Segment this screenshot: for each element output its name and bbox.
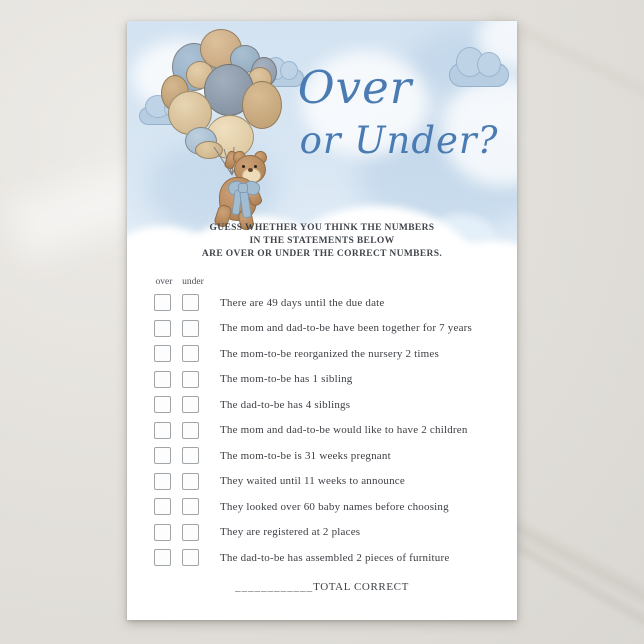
total-correct-blank[interactable]: ____________ (235, 581, 314, 593)
column-header-under: under (182, 277, 204, 287)
statement-row (127, 290, 517, 316)
bear-eye (254, 165, 257, 168)
under-checkbox[interactable] (182, 294, 199, 311)
over-checkbox[interactable] (154, 498, 171, 515)
over-checkbox[interactable] (154, 549, 171, 566)
statement-row (127, 545, 517, 571)
total-correct-footer (127, 581, 517, 593)
over-checkbox[interactable] (154, 371, 171, 388)
under-checkbox[interactable] (182, 447, 199, 464)
statement-text: The dad-to-be has assembled 2 pieces of furniture (220, 551, 450, 564)
statement-row (127, 316, 517, 342)
under-checkbox[interactable] (182, 422, 199, 439)
statement-text: The mom-to-be has 1 sibling (220, 373, 353, 386)
under-checkbox[interactable] (182, 371, 199, 388)
statement-text: They are registered at 2 places (220, 526, 361, 539)
statement-row (127, 443, 517, 469)
teddy-bear-balloons-illustration (147, 26, 322, 251)
instructions-line-1: GUESS WHETHER YOU THINK THE NUMBERS (209, 223, 435, 233)
instructions (127, 222, 517, 261)
under-checkbox[interactable] (182, 473, 199, 490)
under-checkbox[interactable] (182, 498, 199, 515)
statement-row (127, 494, 517, 520)
statement-row (127, 341, 517, 367)
over-checkbox[interactable] (154, 294, 171, 311)
under-checkbox[interactable] (182, 320, 199, 337)
over-checkbox[interactable] (154, 473, 171, 490)
under-checkbox[interactable] (182, 524, 199, 541)
bear-eye (242, 165, 245, 168)
game-card (127, 21, 517, 620)
statement-list (127, 290, 517, 571)
statement-row (127, 469, 517, 495)
statement-row (127, 520, 517, 546)
over-checkbox[interactable] (154, 320, 171, 337)
statement-text: The mom-to-be reorganized the nursery 2 times (220, 347, 439, 360)
under-checkbox[interactable] (182, 549, 199, 566)
statement-row (127, 392, 517, 418)
over-checkbox[interactable] (154, 345, 171, 362)
bear-nose (248, 168, 253, 172)
instructions-line-3: ARE OVER OR UNDER THE CORRECT NUMBERS. (201, 249, 443, 259)
title-line-2: or Under? (299, 119, 499, 162)
statement-text: The mom-to-be is 31 weeks pregnant (220, 449, 391, 462)
statement-text: The dad-to-be has 4 siblings (220, 398, 351, 411)
bow-knot (238, 183, 248, 193)
statement-text: The mom and dad-to-be have been together for 7 years (220, 322, 472, 335)
statement-row (127, 367, 517, 393)
over-checkbox[interactable] (154, 422, 171, 439)
statement-text: There are 49 days until the due date (220, 296, 385, 309)
under-checkbox[interactable] (182, 345, 199, 362)
instructions-line-2: IN THE STATEMENTS BELOW (249, 236, 395, 246)
statement-text: They waited until 11 weeks to announce (220, 475, 405, 488)
statement-text: They looked over 60 baby names before choosing (220, 500, 449, 513)
over-checkbox[interactable] (154, 447, 171, 464)
title-line-1: Over (297, 61, 413, 114)
statement-row (127, 418, 517, 444)
total-correct-label: TOTAL CORRECT (313, 581, 409, 593)
over-checkbox[interactable] (154, 396, 171, 413)
watercolor-cloud (449, 47, 507, 87)
statement-text: The mom and dad-to-be would like to have 2 children (220, 424, 468, 437)
under-checkbox[interactable] (182, 396, 199, 413)
column-header-over: over (155, 277, 173, 287)
over-checkbox[interactable] (154, 524, 171, 541)
